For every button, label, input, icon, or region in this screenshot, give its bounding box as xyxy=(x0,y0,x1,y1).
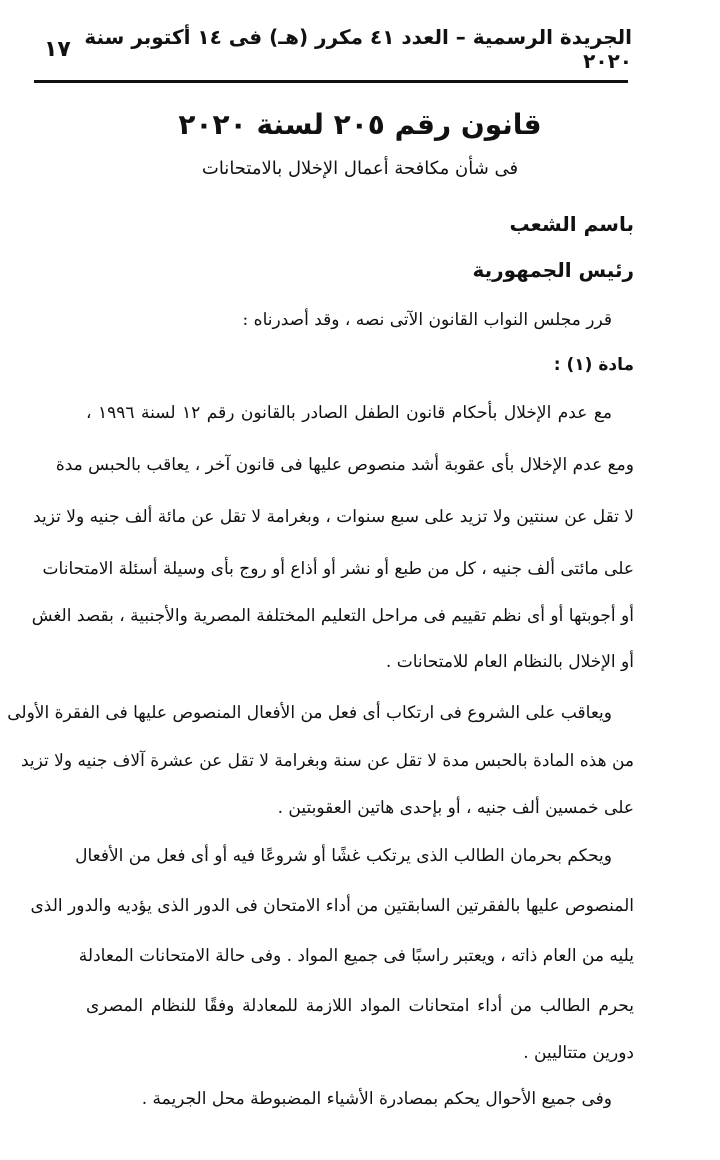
paragraph-line: ويحكم بحرمان الطالب الذى يرتكب غشًا أو شروعًا فيه أو أى فعل من الأفعال xyxy=(75,846,612,866)
paragraph-line: أو الإخلال بالنظام العام للامتحانات . xyxy=(385,652,634,672)
president-heading: رئيس الجمهورية xyxy=(472,258,634,282)
paragraph-line: على مائتى ألف جنيه ، كل من طبع أو نشر أو أذاع أو روج بأى وسيلة أسئلة الامتحانات xyxy=(42,559,634,579)
paragraph-line: المنصوص عليها بالفقرتين السابقتين من أداء الامتحان فى الدور الذى يؤديه والدور الذى xyxy=(30,896,634,916)
in-the-name-heading: باسم الشعب xyxy=(509,212,634,236)
page-number: ١٧ xyxy=(44,36,71,62)
law-title: قانون رقم ٢٠٥ لسنة ٢٠٢٠ xyxy=(178,108,542,141)
paragraph-line: على خمسين ألف جنيه ، أو بإحدى هاتين العقوبتين . xyxy=(277,798,634,818)
header-divider xyxy=(34,80,628,83)
paragraph-line: لا تقل عن سنتين ولا تزيد على سبع سنوات ، وبغرامة لا تقل عن مائة ألف جنيه ولا تزيد xyxy=(33,507,634,527)
paragraph-line: أو أجوبتها أو أى نظم تقييم فى مراحل التعليم المختلفة المصرية والأجنبية ، بقصد الغش xyxy=(31,606,634,626)
paragraph-line: ومع عدم الإخلال بأى عقوبة أشد منصوص عليها فى قانون آخر ، يعاقب بالحبس مدة xyxy=(55,455,634,475)
running-title: الجريدة الرسمية – العدد ٤١ مكرر (هـ) فى ١٤ أكتوبر سنة ٢٠٢٠ xyxy=(84,25,632,73)
paragraph-line: ويعاقب على الشروع فى ارتكاب أى فعل من الأفعال المنصوص عليها فى الفقرة الأولى xyxy=(7,703,612,723)
paragraph-line: دورين متتاليين . xyxy=(523,1043,634,1063)
page-header xyxy=(44,25,632,73)
paragraph-line: مع عدم الإخلال بأحكام قانون الطفل الصادر بالقانون رقم ١٢ لسنة ١٩٩٦ ، xyxy=(86,403,612,423)
paragraph-line: يحرم الطالب من أداء امتحانات المواد اللازمة للمعادلة وفقًا للنظام المصرى xyxy=(86,996,634,1016)
paragraph-line: وفى جميع الأحوال يحكم بمصادرة الأشياء المضبوطة محل الجريمة . xyxy=(141,1089,612,1109)
paragraph-line: من هذه المادة بالحبس مدة لا تقل عن سنة وبغرامة لا تقل عن عشرة آلاف جنيه ولا تزيد xyxy=(20,751,634,771)
article-heading: مادة (١) : xyxy=(553,355,634,375)
enactment-text: قرر مجلس النواب القانون الآتى نصه ، وقد أصدرناه : xyxy=(242,310,612,330)
paragraph-line: يليه من العام ذاته ، ويعتبر راسبًا فى جميع المواد . وفى حالة الامتحانات المعادلة xyxy=(78,946,634,966)
law-subtitle: فى شأن مكافحة أعمال الإخلال بالامتحانات xyxy=(201,158,519,179)
